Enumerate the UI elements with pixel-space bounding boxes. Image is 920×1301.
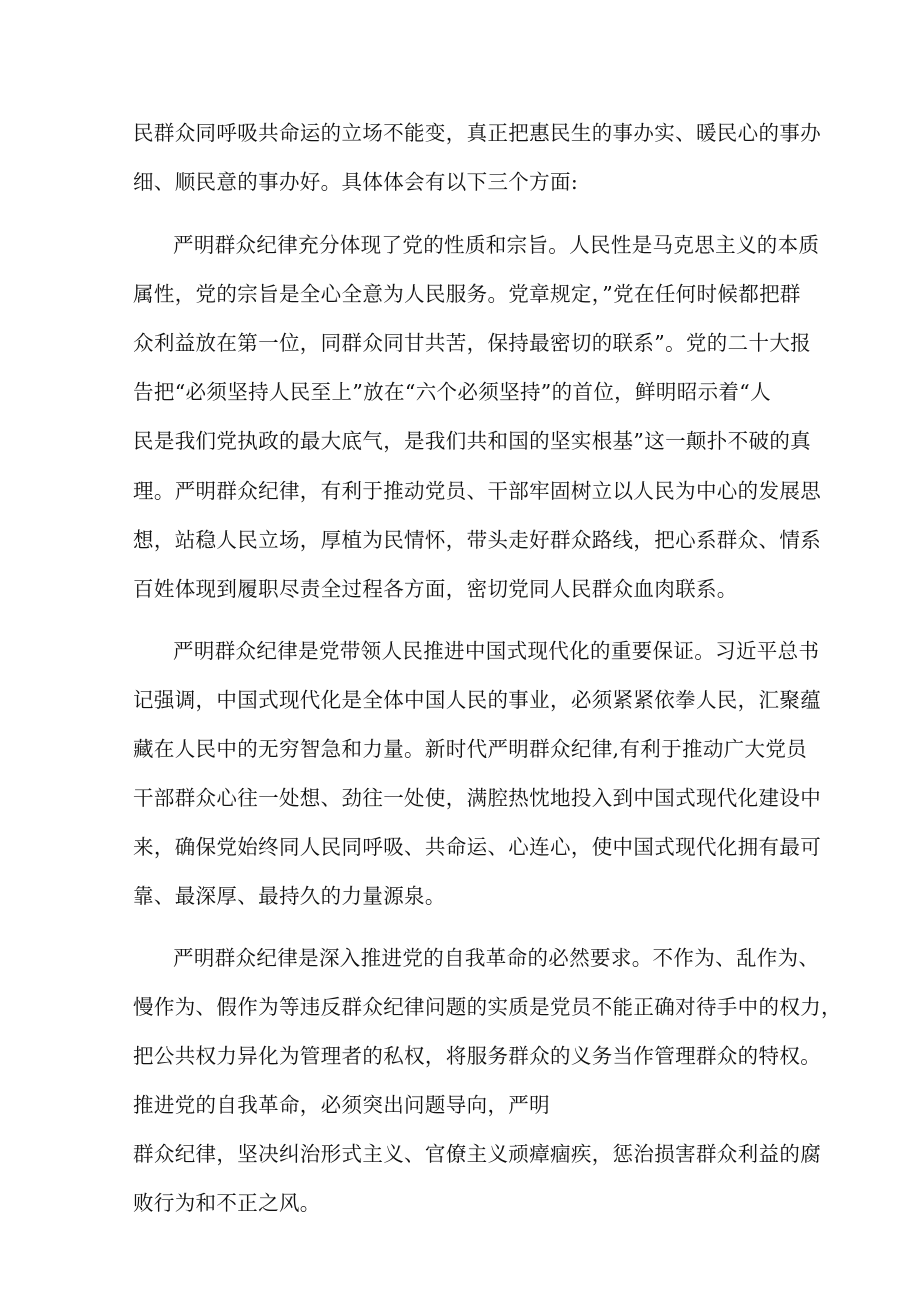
- text-line-1: 民群众同呼吸共命运的立场不能变，真正把惠民生的事办实、暖民心的事办: [133, 121, 822, 145]
- paragraph-1-line-7: 想，站稳人民立场，厚植为民情怀，带头走好群众路线，把心系群众、情系: [133, 528, 822, 552]
- paragraph-1-line-6: 理。严明群众纪律，有利于推动党员、干部牢固树立以人民为中心的发展思: [133, 479, 822, 503]
- paragraph-3-line-2: 慢作为、假作为等违反群众纪律问题的实质是党员不能正确对待手中的权力，: [133, 995, 842, 1019]
- paragraph-1-line-1: 严明群众纪律充分体现了党的性质和宗旨。人民性是马克思主义的本质: [173, 233, 820, 257]
- paragraph-1-line-5: 民是我们党执政的最大底气，是我们共和国的坚实根基”这一颠扑不破的真: [133, 429, 812, 453]
- paragraph-2-line-1: 严明群众纪律是党带领人民推进中国式现代化的重要保证。习近平总书: [173, 639, 820, 663]
- paragraph-3-line-5: 群众纪律，坚决纠治形式主义、官僚主义顽瘴痼疾，惩治损害群众利益的腐: [133, 1142, 822, 1166]
- paragraph-1-line-8: 百姓体现到履职尽责全过程各方面，密切党同人民群众血肉联系。: [133, 577, 738, 601]
- paragraph-3-line-6: 败行为和不正之风。: [133, 1191, 321, 1215]
- paragraph-2-line-4: 干部群众心往一处想、劲往一处使，满腔热忱地投入到中国式现代化建设中: [133, 786, 822, 810]
- paragraph-1-line-3: 众利益放在第一位，同群众同甘共苦，保持最密切的联系”。党的二十大报: [133, 331, 812, 355]
- paragraph-3-line-3: 把公共权力异化为管理者的私权，将服务群众的义务当作管理群众的特权。: [133, 1044, 822, 1068]
- paragraph-2-line-2: 记强调，中国式现代化是全体中国人民的事业，必须紧紧依拳人民，汇聚蕴: [133, 688, 822, 712]
- paragraph-1-line-2: 属性，党的宗旨是全心全意为人民服务。党章规定，”党在任何时候都把群: [133, 282, 801, 306]
- paragraph-2-line-3: 藏在人民中的无穷智急和力量。新时代严明群众纪律,有利于推动广大党员: [133, 737, 808, 761]
- paragraph-2-line-6: 靠、最深厚、最持久的力量源泉。: [133, 884, 446, 908]
- paragraph-3-line-4: 推进党的自我革命，必须突出问题导向，严明: [133, 1093, 550, 1117]
- paragraph-2-line-5: 来，确保党始终同人民同呼吸、共命运、心连心，使中国式现代化拥有最可: [133, 835, 822, 859]
- text-line-2: 细、顺民意的事办好。具体体会有以下三个方面:: [133, 170, 579, 194]
- paragraph-3-line-1: 严明群众纪律是深入推进党的自我革命的必然要求。不作为、乱作为、: [173, 946, 820, 970]
- paragraph-1-line-4: 告把“必须坚持人民至上”放在“六个必须坚持”的首位，鲜明昭示着“人: [133, 380, 771, 404]
